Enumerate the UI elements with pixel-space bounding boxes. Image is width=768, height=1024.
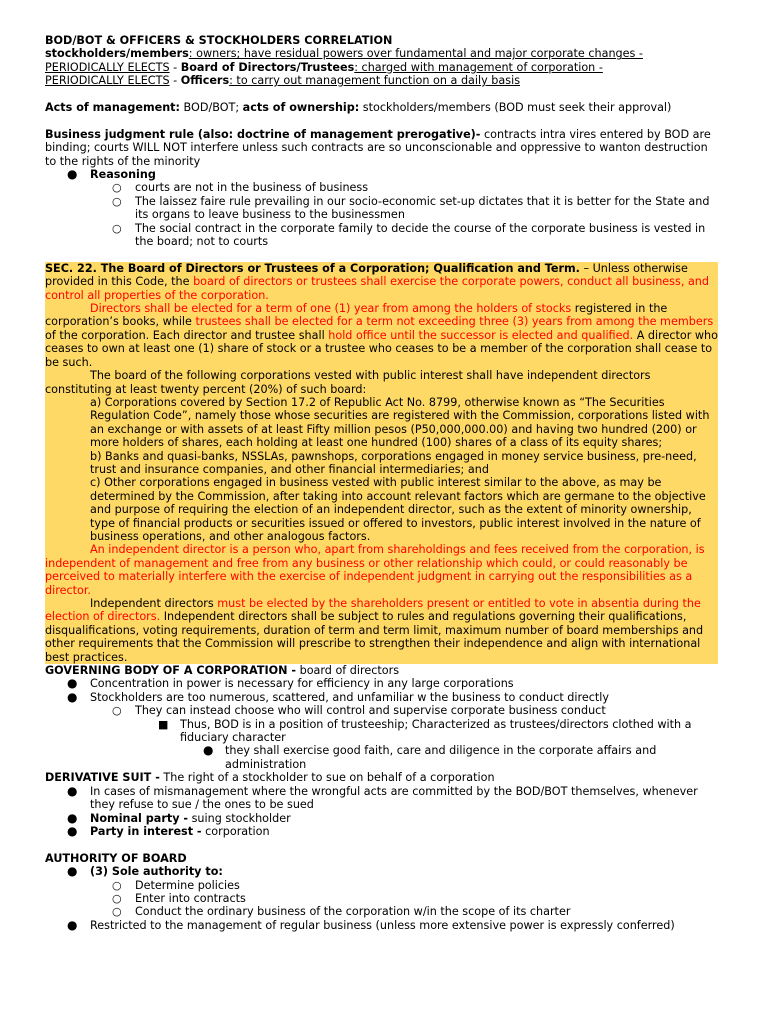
authority-heading: AUTHORITY OF BOARD [45, 851, 187, 865]
sec22-item-b: b) Banks and quasi-banks, NSSLAs, pawnshops, corporations engaged in money service business, pre-need, trust and insurance companies, and other financial intermediaries; and [90, 449, 697, 476]
bullet-circle-icon: ○ [112, 181, 122, 195]
bullet-disc-icon: ● [67, 823, 78, 838]
list-item: ● Nominal party - suing stockholder [67, 810, 291, 825]
bullet-circle-icon: ○ [112, 891, 122, 905]
list-item: ● Restricted to the management of regular business (unless more extensive power is expressly conferred) [67, 917, 675, 932]
sec22-paragraph-3: The board of the following corporations vested with public interest shall have independent directors constituting at least twenty percent (20%) of such board: [45, 369, 651, 396]
bullet-disc-icon: ● [67, 810, 78, 825]
governing-body-heading: GOVERNING BODY OF A CORPORATION - board of directors [45, 664, 400, 678]
bullet-circle-icon: ○ [112, 878, 122, 892]
business-judgment-rule: Business judgment rule (also: doctrine of management prerogative)- contracts intra vires entered by BOD are binding; courts WILL NOT interfere unless such contracts are so unconscionable and oppressive to wanton destruction to the rights of the minority [45, 127, 711, 168]
list-item: ● (3) Sole authority to: [67, 864, 223, 879]
derivative-suit-heading: DERIVATIVE SUIT - The right of a stockholder to sue on behalf of a corporation [45, 771, 495, 785]
bullet-disc-icon: ● [67, 783, 78, 798]
sec22-paragraph-1: SEC. 22. The Board of Directors or Trustees of a Corporation; Qualification and Term. – Unless otherwise provided in this Code, the board of directors or trustees shall exercise the corporate powers, conduct all business, and control all properties of the corporation. [45, 261, 709, 302]
list-item: ○ They can instead choose who will control and supervise corporate business conduct [112, 704, 606, 718]
list-item: ● Concentration in power is necessary for efficiency in any large corporations [67, 676, 514, 691]
list-item: ○ courts are not in the business of business [112, 181, 369, 195]
list-item: ○ Conduct the ordinary business of the corporation w/in the scope of its charter [112, 905, 571, 919]
sec22-paragraph-2: Directors shall be elected for a term of one (1) year from among the holders of stocks registered in the corporation’s books, while trustees shall be elected for a term not exceeding three (3) years from among the members of the corporation. Each director and trustee shall hold office until the successor is elected and qualified. A director who ceases to own at least one (1) share of stock or a trustee who ceases to be a member of the corporation shall cease to be such. [45, 302, 718, 369]
sec22-title: SEC. 22. The Board of Directors or Trustees of a Corporation; Qualification and Term. [45, 261, 580, 275]
bullet-disc-icon: ● [67, 864, 78, 879]
list-item: ● Party in interest - corporation [67, 823, 270, 838]
list-item: ○ The social contract in the corporate family to decide the course of the corporate business is vested in the board; not to courts [112, 221, 706, 249]
doc-title: BOD/BOT & OFFICERS & STOCKHOLDERS CORRELATION [45, 34, 393, 47]
list-item: ■ Thus, BOD is in a position of trusteeship; Characterized as trustees/directors clothed with a fiduciary character [158, 717, 692, 745]
list-item: ● In cases of mismanagement where the wrongful acts are committed by the BOD/BOT themselves, whenever they refuse to sue / the ones to be sued [67, 783, 698, 812]
bullet-circle-icon: ○ [112, 194, 122, 208]
bullet-square-icon: ■ [158, 717, 169, 731]
bullet-circle-icon: ○ [112, 905, 122, 919]
list-item: ○ Determine policies [112, 878, 240, 892]
list-item: ○ Enter into contracts [112, 891, 246, 905]
sec22-paragraph-5: Independent directors must be elected by the shareholders present or entitled to vote in absentia during the election of directors. Independent directors shall be subject to rules and regulations governing their qualifications, disqualifications, voting requirements, duration of term and term limit, maximum number of board memberships and other requirements that the Commission will prescribe to strengthen their independence and align with international best practices. [45, 597, 704, 664]
sec22-item-c: c) Other corporations engaged in business vested with public interest similar to the above, as may be determined by the Commission, after taking into account relevant factors which are germane to the objective and purpose of requiring the election of an independent director, such as the extent of minority ownership, type of financial products or securities issued or offered to investors, public interest involved in the nature of business operations, and other analogous factors. [90, 476, 706, 543]
bullet-disc-icon: ● [67, 167, 78, 182]
list-item: ○ The laissez faire rule prevailing in our socio-economic set-up dictates that it is better for the State and its organs to leave business to the businessmen [112, 194, 710, 222]
bullet-disc-icon: ● [67, 689, 78, 704]
acts-paragraph: Acts of management: BOD/BOT; acts of ownership: stockholders/members (BOD must seek their approval) [45, 101, 672, 115]
list-item: ● they shall exercise good faith, care and diligence in the corporate affairs and administration [203, 743, 657, 771]
stockholders-line: stockholders/members: owners; have residual powers over fundamental and major corporate changes - PERIODICALLY ELECTS - Board of Directors/Trustees: charged with management of corporation - PERIODICALLY ELECTS - Officers: to carry out management function on a daily basis [45, 47, 643, 88]
sec22-item-a: a) Corporations covered by Section 17.2 of Republic Act No. 8799, otherwise known as “The Securities Regulation Code”, namely those whose securities are registered with the Commission, corporations listed with an exchange or with assets of at least Fifty million pesos (P50,000,000.00) and having two hundred (200) or more holders of shares, each holding at least one hundred (100) shares of a class of its equity shares; [90, 395, 710, 450]
list-item: ● Stockholders are too numerous, scattered, and unfamiliar w the business to conduct directly [67, 689, 610, 704]
bullet-disc-icon: ● [203, 743, 214, 758]
section-22-block [45, 262, 718, 664]
sec22-paragraph-4: An independent director is a person who, apart from shareholdings and fees received from the corporation, is independent of management and free from any business or other relationship which could, or could reasonably be perceived to materially interfere with the exercise of independent judgment in carrying out the responsibilities as a director. [45, 543, 705, 597]
list-item-reasoning: ● Reasoning [67, 167, 156, 182]
bullet-disc-icon: ● [67, 676, 78, 691]
bullet-disc-icon: ● [67, 917, 78, 932]
bullet-circle-icon: ○ [112, 221, 122, 235]
bullet-circle-icon: ○ [112, 704, 122, 718]
